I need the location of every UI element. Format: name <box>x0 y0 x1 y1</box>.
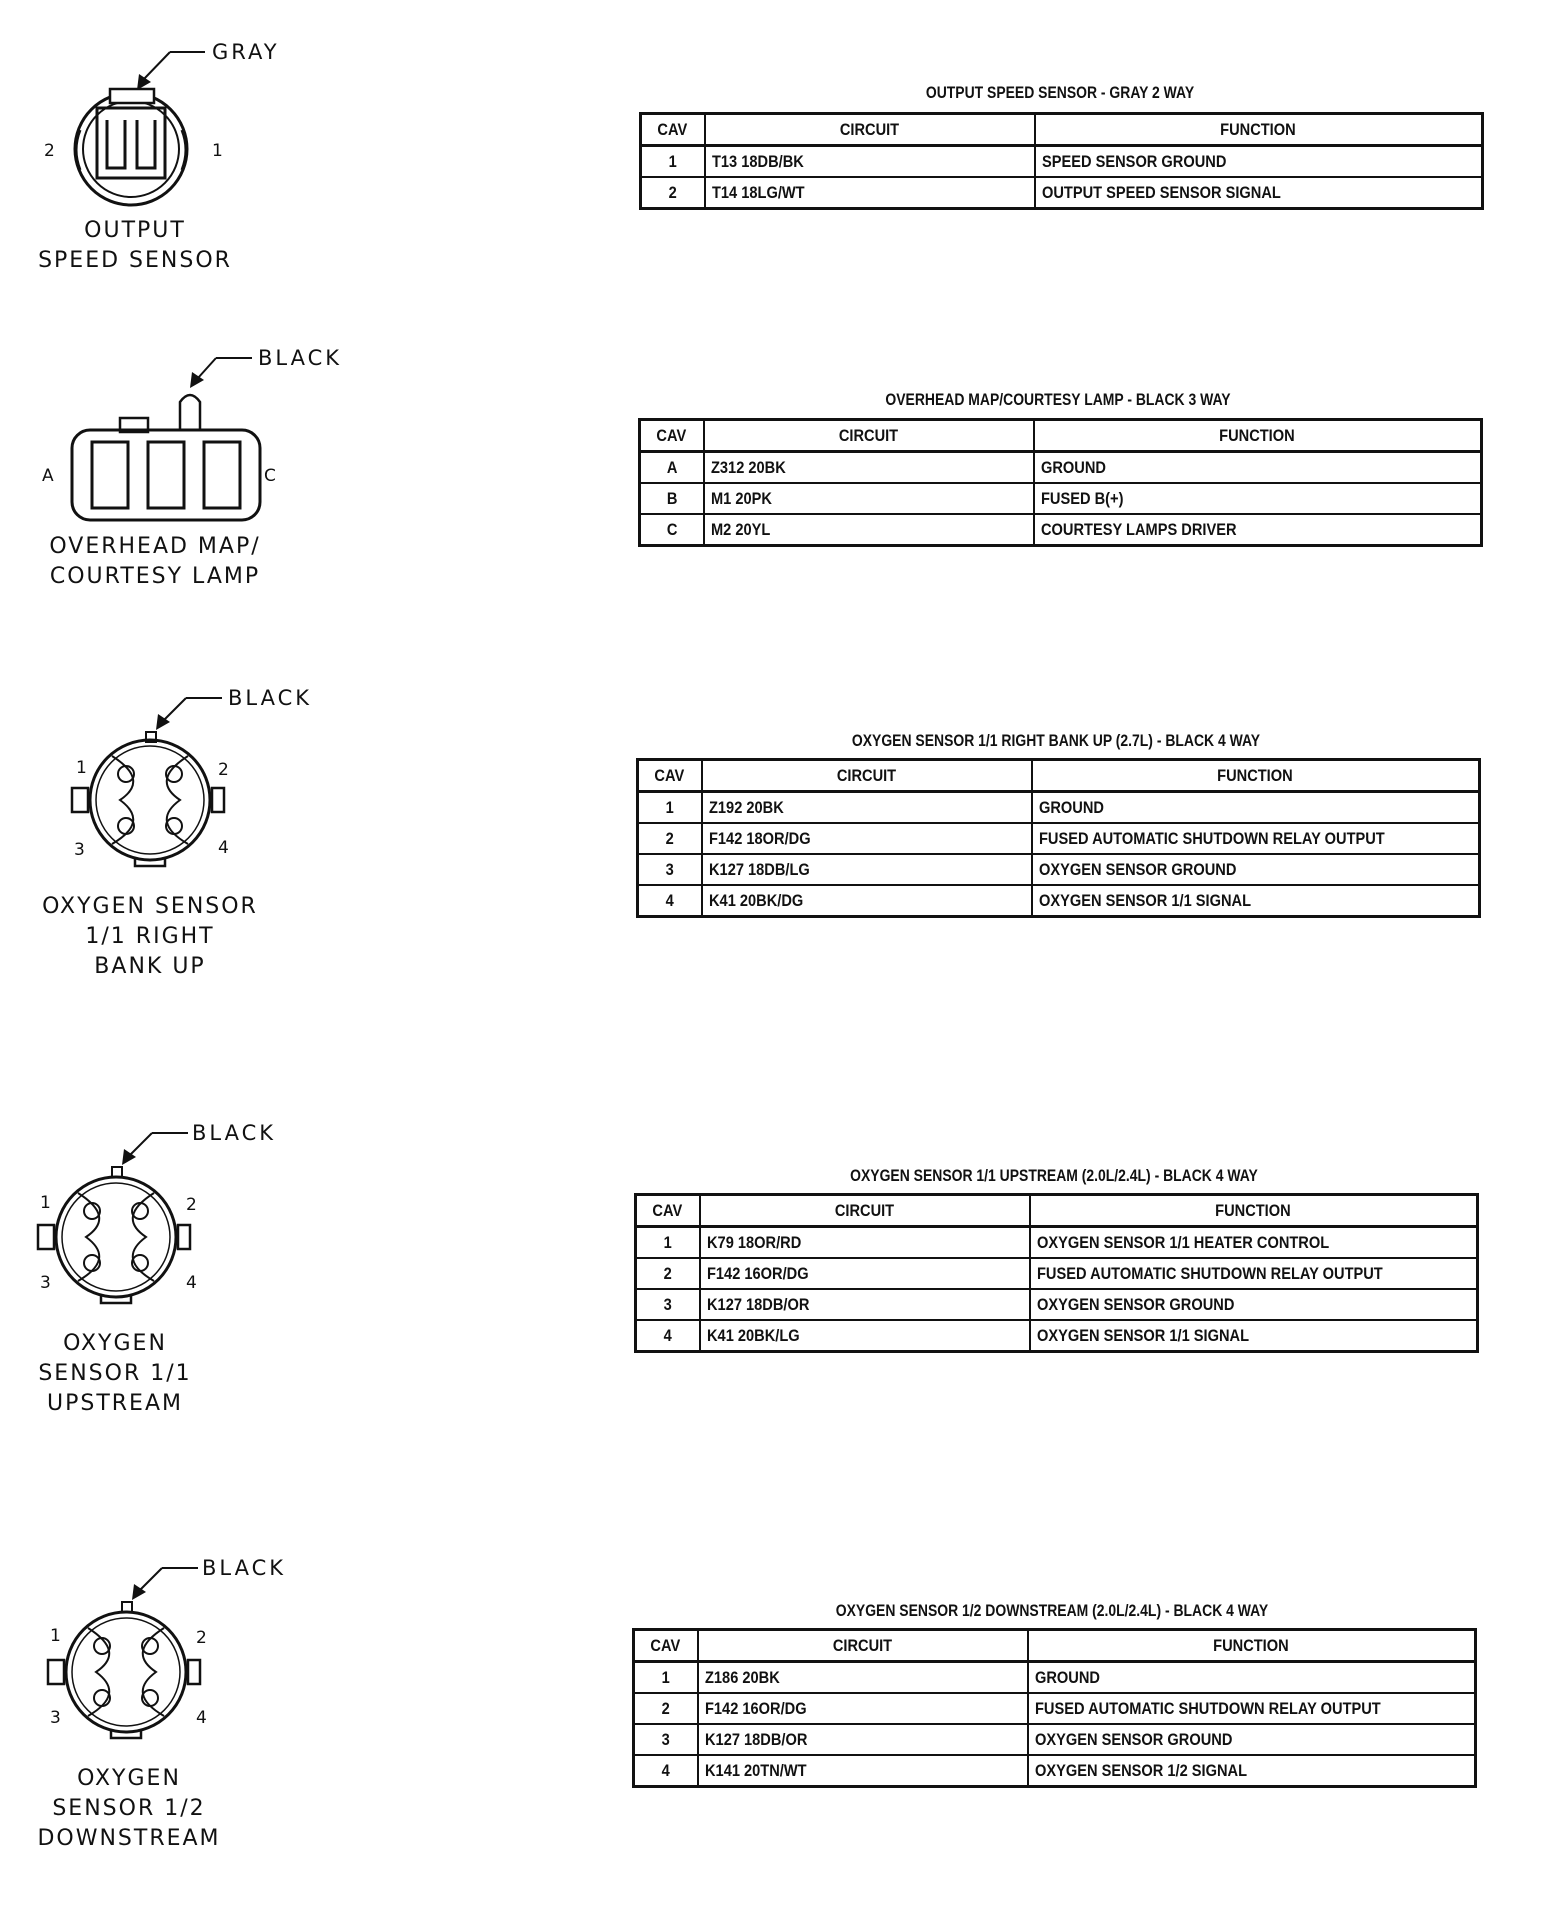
connector-color-label: GRAY <box>212 40 280 64</box>
pin-label: 1 <box>212 141 223 161</box>
table-row <box>641 177 1483 209</box>
header-function: FUNCTION <box>1028 1630 1476 1662</box>
connector-name-line: 1/1 RIGHT <box>85 924 215 949</box>
connector-name-line: UPSTREAM <box>47 1391 183 1416</box>
cell-circuit: K127 18DB/OR <box>698 1724 1028 1755</box>
cell-function: GROUND <box>1028 1662 1476 1694</box>
pin-table-title: OXYGEN SENSOR 1/1 RIGHT BANK UP (2.7L) - BLACK 4 WAY <box>851 731 1261 750</box>
cell-function: OXYGEN SENSOR GROUND <box>1032 854 1480 885</box>
pin-table-title: OUTPUT SPEED SENSOR - GRAY 2 WAY <box>925 83 1195 102</box>
pin-label: A <box>42 466 54 486</box>
table-row <box>634 1724 1476 1755</box>
connector-diagram <box>0 1540 520 1851</box>
connector-name-line: OXYGEN <box>63 1331 167 1356</box>
connector-name <box>20 216 250 276</box>
header-circuit: CIRCUIT <box>702 760 1032 792</box>
table-row <box>638 792 1480 824</box>
cell-function: OXYGEN SENSOR GROUND <box>1030 1289 1478 1320</box>
table-header-row <box>640 420 1482 452</box>
connector-section-output-speed-sensor <box>0 0 1568 300</box>
cell-function: OXYGEN SENSOR 1/1 HEATER CONTROL <box>1030 1227 1478 1259</box>
table-header-row <box>634 1630 1476 1662</box>
pin-label: 4 <box>196 1708 207 1728</box>
cell-function: FUSED B(+) <box>1034 483 1482 514</box>
cell-cav: 2 <box>641 177 705 209</box>
cell-cav: 1 <box>638 792 702 824</box>
pin-label: 1 <box>76 758 87 778</box>
cell-circuit: F142 18OR/DG <box>702 823 1032 854</box>
cell-circuit: F142 16OR/DG <box>698 1693 1028 1724</box>
pin-table <box>632 1628 1477 1788</box>
cell-circuit: M1 20PK <box>704 483 1034 514</box>
cell-function: OUTPUT SPEED SENSOR SIGNAL <box>1035 177 1483 209</box>
cell-function: FUSED AUTOMATIC SHUTDOWN RELAY OUTPUT <box>1028 1693 1476 1724</box>
connector-name-line: SENSOR 1/2 <box>52 1796 206 1821</box>
connector-name <box>20 892 280 982</box>
connector-name-line: SPEED SENSOR <box>38 248 232 273</box>
pin-label: 1 <box>40 1193 51 1213</box>
cell-circuit: K127 18DB/LG <box>702 854 1032 885</box>
table-header-row <box>636 1195 1478 1227</box>
cell-circuit: K141 20TN/WT <box>698 1755 1028 1787</box>
cell-cav: 3 <box>634 1724 698 1755</box>
table-row <box>640 514 1482 546</box>
cell-cav: 3 <box>638 854 702 885</box>
connector-name-line: OXYGEN SENSOR <box>42 894 258 919</box>
header-circuit: CIRCUIT <box>705 114 1035 146</box>
table-row <box>640 483 1482 514</box>
cell-circuit: F142 16OR/DG <box>700 1258 1030 1289</box>
connector-color-label: BLACK <box>228 686 313 710</box>
pin-label: 4 <box>186 1273 197 1293</box>
connector-color-label: BLACK <box>192 1121 277 1145</box>
pin-label: 3 <box>74 840 85 860</box>
pin-table <box>639 112 1484 210</box>
table-header-row <box>638 760 1480 792</box>
pin-table-title: OVERHEAD MAP/COURTESY LAMP - BLACK 3 WAY <box>885 390 1231 409</box>
connector-name <box>10 1329 220 1419</box>
pin-label: 2 <box>44 141 55 161</box>
cell-cav: 1 <box>634 1662 698 1694</box>
header-circuit: CIRCUIT <box>704 420 1034 452</box>
pin-label: 3 <box>40 1273 51 1293</box>
table-row <box>638 885 1480 917</box>
cell-cav: 4 <box>636 1320 700 1352</box>
connector-section-oxygen-sensor-1-2-downstream <box>0 1540 1568 1880</box>
table-row <box>641 146 1483 178</box>
cell-circuit: Z186 20BK <box>698 1662 1028 1694</box>
connector-name <box>20 532 290 592</box>
pin-table-title: OXYGEN SENSOR 1/1 UPSTREAM (2.0L/2.4L) - BLACK 4 WAY <box>850 1166 1258 1185</box>
header-cav: CAV <box>634 1630 698 1662</box>
pin-table <box>638 418 1483 547</box>
connector-name-line: SENSOR 1/1 <box>38 1361 192 1386</box>
cell-cav: 4 <box>638 885 702 917</box>
table-row <box>634 1693 1476 1724</box>
connector-section-overhead-map-courtesy-lamp <box>0 330 1568 630</box>
table-row <box>636 1289 1478 1320</box>
header-function: FUNCTION <box>1030 1195 1478 1227</box>
cell-cav: A <box>640 452 704 484</box>
connector-diagram <box>0 1105 520 1416</box>
connector-color-label: BLACK <box>202 1556 287 1580</box>
connector-name-line: OVERHEAD MAP/ <box>49 534 261 559</box>
cell-function: SPEED SENSOR GROUND <box>1035 146 1483 178</box>
table-row <box>638 823 1480 854</box>
cell-function: OXYGEN SENSOR 1/1 SIGNAL <box>1032 885 1480 917</box>
arrow-icon <box>137 74 151 90</box>
connector-name-line: COURTESY LAMP <box>49 564 261 589</box>
connector-name <box>14 1764 244 1854</box>
pin-label: 2 <box>186 1195 197 1215</box>
table-row <box>634 1755 1476 1787</box>
table-row <box>634 1662 1476 1694</box>
pin-label: 2 <box>196 1628 207 1648</box>
cell-circuit: Z192 20BK <box>702 792 1032 824</box>
table-row <box>640 452 1482 484</box>
cell-function: COURTESY LAMPS DRIVER <box>1034 514 1482 546</box>
cell-circuit: K79 18OR/RD <box>700 1227 1030 1259</box>
cell-cav: 2 <box>634 1693 698 1724</box>
table-row <box>638 854 1480 885</box>
cell-function: OXYGEN SENSOR 1/1 SIGNAL <box>1030 1320 1478 1352</box>
cell-cav: 1 <box>641 146 705 178</box>
header-cav: CAV <box>640 420 704 452</box>
header-cav: CAV <box>641 114 705 146</box>
connector-section-oxygen-sensor-1-1-right-bank-up <box>0 670 1568 1000</box>
header-function: FUNCTION <box>1032 760 1480 792</box>
cell-circuit: T13 18DB/BK <box>705 146 1035 178</box>
connector-name-line: BANK UP <box>94 954 206 979</box>
connector-diagram <box>0 330 520 630</box>
table-row <box>636 1258 1478 1289</box>
cell-cav: B <box>640 483 704 514</box>
table-row <box>636 1227 1478 1259</box>
pin-table-title: OXYGEN SENSOR 1/2 DOWNSTREAM (2.0L/2.4L) - BLACK 4 WAY <box>835 1601 1269 1620</box>
connector-diagram <box>0 0 520 300</box>
pin-label: 4 <box>218 838 229 858</box>
connector-color-label: BLACK <box>258 346 343 370</box>
pin-label: C <box>264 466 276 486</box>
table-row <box>636 1320 1478 1352</box>
table-header-row <box>641 114 1483 146</box>
cell-cav: 4 <box>634 1755 698 1787</box>
pin-table <box>636 758 1481 918</box>
cell-cav: C <box>640 514 704 546</box>
connector-name-line: DOWNSTREAM <box>37 1826 221 1851</box>
cell-circuit: M2 20YL <box>704 514 1034 546</box>
pin-label: 3 <box>50 1708 61 1728</box>
pin-table <box>634 1193 1479 1353</box>
connector-name-line: OXYGEN <box>77 1766 181 1791</box>
pin-label: 2 <box>218 760 229 780</box>
cell-function: GROUND <box>1034 452 1482 484</box>
connector-diagram <box>0 670 520 979</box>
header-cav: CAV <box>638 760 702 792</box>
connector-name-line: OUTPUT <box>84 218 186 243</box>
header-function: FUNCTION <box>1034 420 1482 452</box>
cell-function: GROUND <box>1032 792 1480 824</box>
cell-function: OXYGEN SENSOR 1/2 SIGNAL <box>1028 1755 1476 1787</box>
cell-cav: 2 <box>636 1258 700 1289</box>
header-circuit: CIRCUIT <box>700 1195 1030 1227</box>
cell-circuit: T14 18LG/WT <box>705 177 1035 209</box>
cell-circuit: K127 18DB/OR <box>700 1289 1030 1320</box>
cell-function: FUSED AUTOMATIC SHUTDOWN RELAY OUTPUT <box>1030 1258 1478 1289</box>
cell-cav: 1 <box>636 1227 700 1259</box>
header-circuit: CIRCUIT <box>698 1630 1028 1662</box>
cell-cav: 2 <box>638 823 702 854</box>
header-function: FUNCTION <box>1035 114 1483 146</box>
header-cav: CAV <box>636 1195 700 1227</box>
cell-cav: 3 <box>636 1289 700 1320</box>
cell-circuit: Z312 20BK <box>704 452 1034 484</box>
cell-circuit: K41 20BK/LG <box>700 1320 1030 1352</box>
connector-section-oxygen-sensor-1-1-upstream <box>0 1105 1568 1435</box>
pin-label: 1 <box>50 1626 61 1646</box>
cell-function: OXYGEN SENSOR GROUND <box>1028 1724 1476 1755</box>
cell-function: FUSED AUTOMATIC SHUTDOWN RELAY OUTPUT <box>1032 823 1480 854</box>
cell-circuit: K41 20BK/DG <box>702 885 1032 917</box>
